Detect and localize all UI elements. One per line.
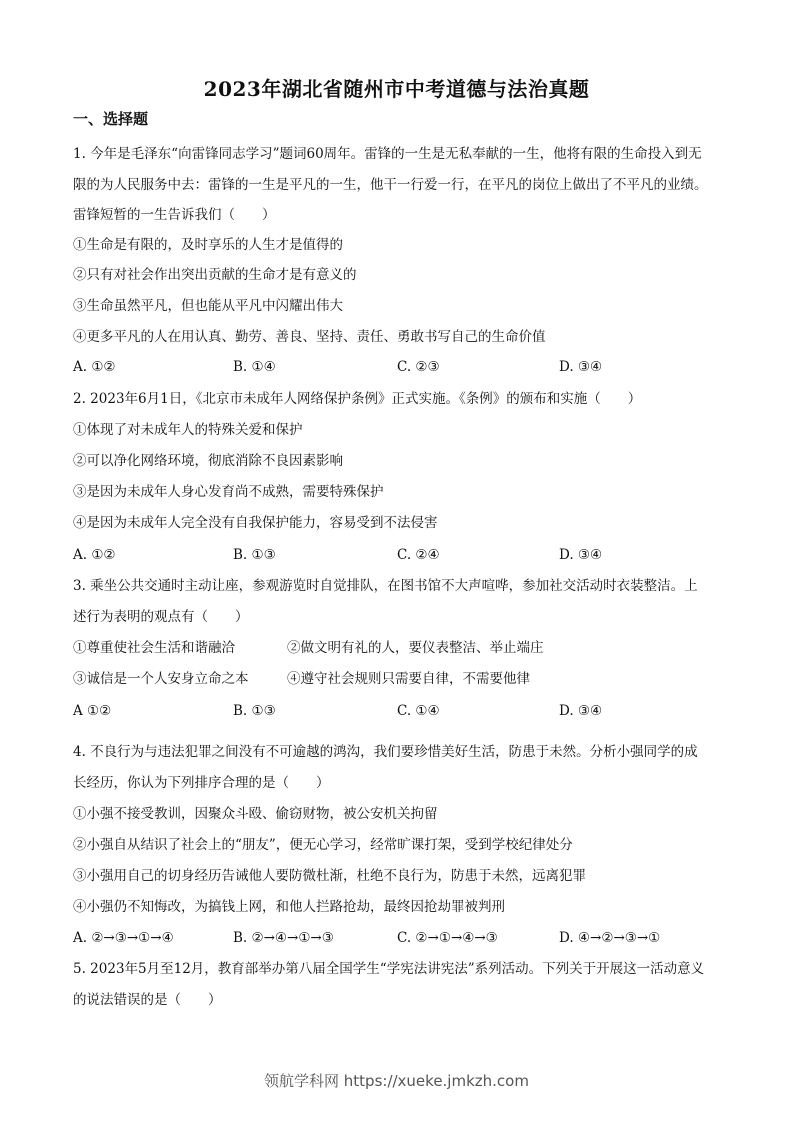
question-1-stem-line-1: 1. 今年是毛泽东“向雷锋同志学习”题词60周年。雷锋的一生是无私奉献的一生，他将有限的生命投入到无 (73, 146, 702, 162)
question-1-stem-line-3: 雷锋短暂的一生告诉我们（ ） (73, 207, 276, 223)
section-heading: 一、选择题 (73, 110, 149, 128)
question-4-statement-1: ①小强不接受教训，因聚众斗殴、偷窃财物，被公安机关拘留 (73, 806, 438, 822)
question-2-statement-4: ④是因为未成年人完全没有自我保护能力，容易受到不法侵害 (73, 515, 438, 531)
question-3-statement-3: ③诚信是一个人安身立命之本 (73, 671, 249, 687)
question-1-statement-4: ④更多平凡的人在用认真、勤劳、善良、坚持、责任、勇敢书写自己的生命价值 (73, 329, 546, 345)
footer-watermark: 领航学科网 https://xueke.jmkzh.com (264, 1072, 529, 1090)
question-3-option-a: A ①② (73, 703, 112, 719)
question-2-statement-2: ②可以净化网络环境，彻底消除不良因素影响 (73, 453, 343, 469)
page-title: 2023年湖北省随州市中考道德与法治真题 (203, 77, 590, 101)
question-4-option-d: D. ④→②→③→① (559, 930, 661, 946)
question-2-stem-line-1: 2. 2023年6月1日，《北京市未成年人网络保护条例》正式实施。《条例》的颁布和实施（ ） (73, 391, 642, 407)
question-1-statement-2: ②只有对社会作出突出贡献的生命才是有意义的 (73, 267, 357, 283)
question-3-stem-line-1: 3. 乘坐公共交通时主动让座，参观游览时自觉排队，在图书馆不大声喧哗，参加社交活动时衣装整洁。上 (73, 578, 698, 594)
question-1-option-c: C. ②③ (397, 359, 440, 375)
question-4-option-c: C. ②→①→④→③ (397, 930, 498, 946)
question-2-option-c: C. ②④ (397, 547, 440, 563)
question-2-option-b: B. ①③ (233, 547, 276, 563)
question-1-statement-3: ③生命虽然平凡，但也能从平凡中闪耀出伟大 (73, 298, 343, 314)
question-1-option-d: D. ③④ (559, 359, 603, 375)
question-2-option-d: D. ③④ (559, 547, 603, 563)
question-1-stem-line-2: 限的为人民服务中去：雷锋的一生是平凡的一生，他干一行爱一行，在平凡的岗位上做出了不平凡的业绩。 (73, 177, 708, 193)
question-5-stem-line-2: 的说法错误的是（ ） (73, 992, 222, 1008)
question-4-statement-4: ④小强仍不知悔改，为搞钱上网，和他人拦路抢劫，最终因抢劫罪被判刑 (73, 899, 505, 915)
question-5-stem-line-1: 5. 2023年5月至12月，教育部举办第八届全国学生“学宪法讲宪法”系列活动。下列关于开展这一活动意义 (73, 961, 705, 977)
question-2-option-a: A. ①② (73, 547, 116, 563)
question-1-option-b: B. ①④ (233, 359, 276, 375)
question-3-statement-4: ④遵守社会规则只需要自律，不需要他律 (287, 671, 530, 687)
question-3-option-d: D. ③④ (559, 703, 603, 719)
question-3-option-c: C. ①④ (397, 703, 440, 719)
question-4-statement-2: ②小强自从结识了社会上的“朋友”，便无心学习，经常旷课打架，受到学校纪律处分 (73, 837, 573, 853)
question-2-statement-3: ③是因为未成年人身心发育尚不成熟，需要特殊保护 (73, 484, 384, 500)
question-3-option-b: B. ①③ (233, 703, 276, 719)
question-4-stem-line-1: 4. 不良行为与违法犯罪之间没有不可逾越的鸿沟，我们要珍惜美好生活，防患于未然。分析小强同学的成 (73, 744, 698, 760)
question-1-statement-1: ①生命是有限的，及时享乐的人生才是值得的 (73, 237, 343, 253)
question-4-statement-3: ③小强用自己的切身经历告诫他人要防微杜渐，杜绝不良行为，防患于未然，远离犯罪 (73, 868, 586, 884)
question-4-stem-line-2: 长经历，你认为下列排序合理的是（ ） (73, 775, 330, 791)
question-3-stem-line-2: 述行为表明的观点有（ ） (73, 609, 249, 625)
question-4-option-a: A. ②→③→①→④ (73, 930, 174, 946)
question-3-statement-1: ①尊重使社会生活和谐融洽 (73, 640, 235, 656)
question-3-statement-2: ②做文明有礼的人，要仪表整洁、举止端庄 (287, 640, 544, 656)
question-2-statement-1: ①体现了对未成年人的特殊关爱和保护 (73, 422, 303, 438)
question-4-option-b: B. ②→④→①→③ (233, 930, 334, 946)
question-1-option-a: A. ①② (73, 359, 116, 375)
